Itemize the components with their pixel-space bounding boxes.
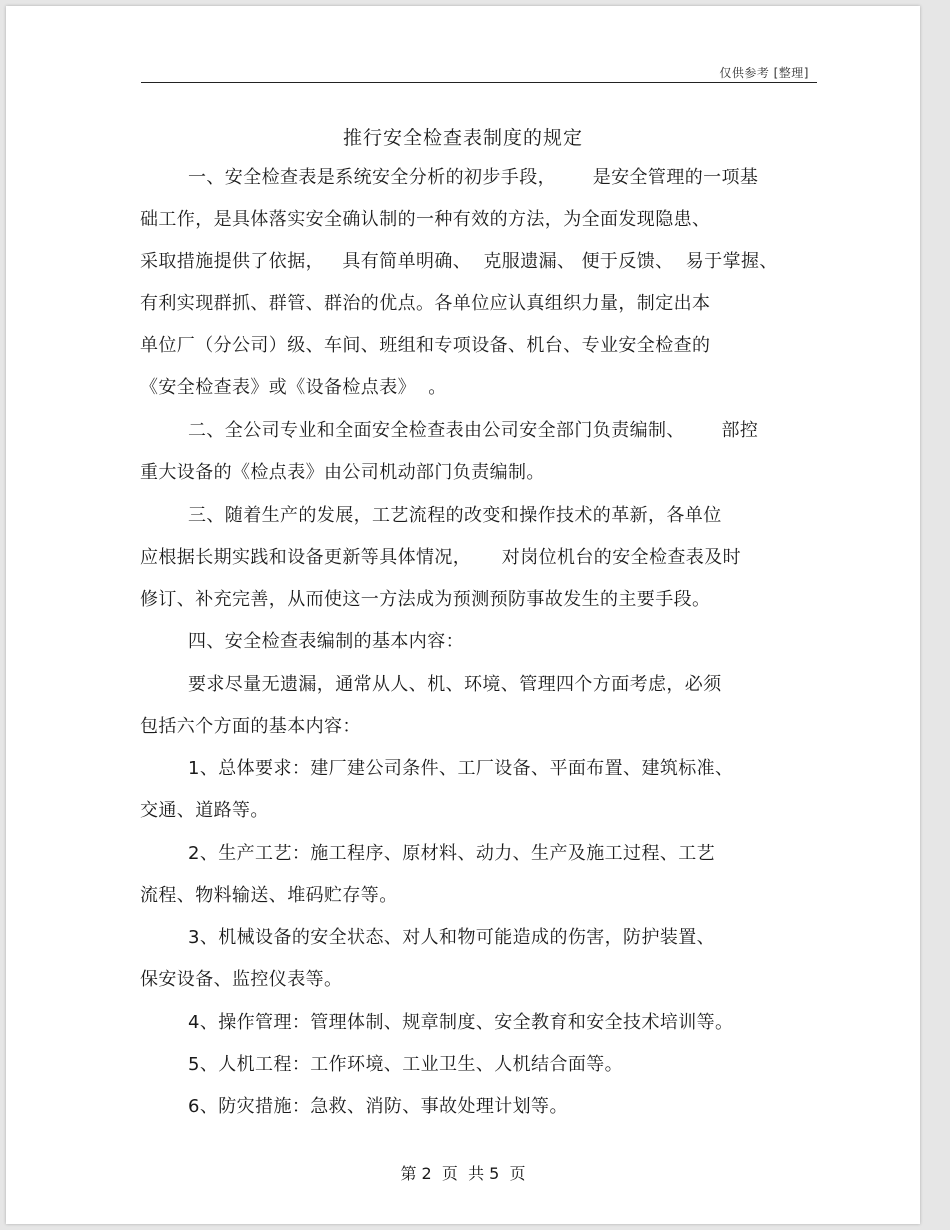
paragraph-line: 三、随着生产的发展，工艺流程的改变和操作技术的革新，各单位 (188, 505, 722, 526)
list-item: 6、防灾措施：急救、消防、事故处理计划等。 (188, 1096, 568, 1117)
paragraph-line: 修订、补充完善，从而使这一方法成为预测预防事故发生的主要手段。 (140, 589, 711, 610)
paragraph-line: 流程、物料输送、堆码贮存等。 (140, 885, 398, 906)
paragraph-line: 一、安全检查表是系统安全分析的初步手段， 是安全管理的一项基 (188, 167, 759, 188)
header-divider (141, 82, 817, 83)
paragraph-line: 采取措施提供了依据， 具有简单明确、 克服遗漏、 便于反馈、 易于掌握、 (140, 251, 778, 272)
paragraph-line: 重大设备的《检点表》由公司机动部门负责编制。 (140, 462, 545, 483)
paragraph-line: 单位厂（分公司）级、车间、班组和专项设备、机台、专业安全检查的 (140, 335, 711, 356)
list-item: 1、总体要求：建厂建公司条件、工厂设备、平面布置、建筑标准、 (188, 758, 734, 779)
paragraph-line: 《安全检查表》或《设备检点表》 。 (140, 377, 447, 398)
document-title: 推行安全检查表制度的规定 (342, 127, 583, 149)
paragraph-line: 保安设备、监控仪表等。 (140, 969, 343, 990)
paragraph-line: 础工作，是具体落实安全确认制的一种有效的方法，为全面发现隐患、 (140, 209, 711, 230)
list-item: 4、操作管理：管理体制、规章制度、安全教育和安全技术培训等。 (188, 1012, 734, 1033)
paragraph-line: 有利实现群抓、群管、群治的优点。各单位应认真组织力量，制定出本 (140, 293, 711, 314)
paragraph-line: 要求尽量无遗漏，通常从人、机、环境、管理四个方面考虑，必须 (188, 674, 722, 695)
page-header: 仅供参考 [整理] (719, 66, 809, 80)
paragraph-line: 应根据长期实践和设备更新等具体情况， 对岗位机台的安全检查表及时 (140, 547, 742, 568)
page-footer: 第 2 页 共 5 页 (400, 1164, 526, 1183)
document-page (6, 6, 920, 1224)
list-item: 3、机械设备的安全状态、对人和物可能造成的伤害，防护装置、 (188, 927, 716, 948)
list-item: 2、生产工艺：施工程序、原材料、动力、生产及施工过程、工艺 (188, 843, 716, 864)
paragraph-line: 四、安全检查表编制的基本内容： (188, 631, 464, 652)
paragraph-line: 包括六个方面的基本内容： (140, 716, 361, 737)
paragraph-line: 交通、道路等。 (140, 800, 269, 821)
paragraph-line: 二、全公司专业和全面安全检查表由公司安全部门负责编制、 部控 (188, 420, 759, 441)
list-item: 5、人机工程：工作环境、工业卫生、人机结合面等。 (188, 1054, 624, 1075)
